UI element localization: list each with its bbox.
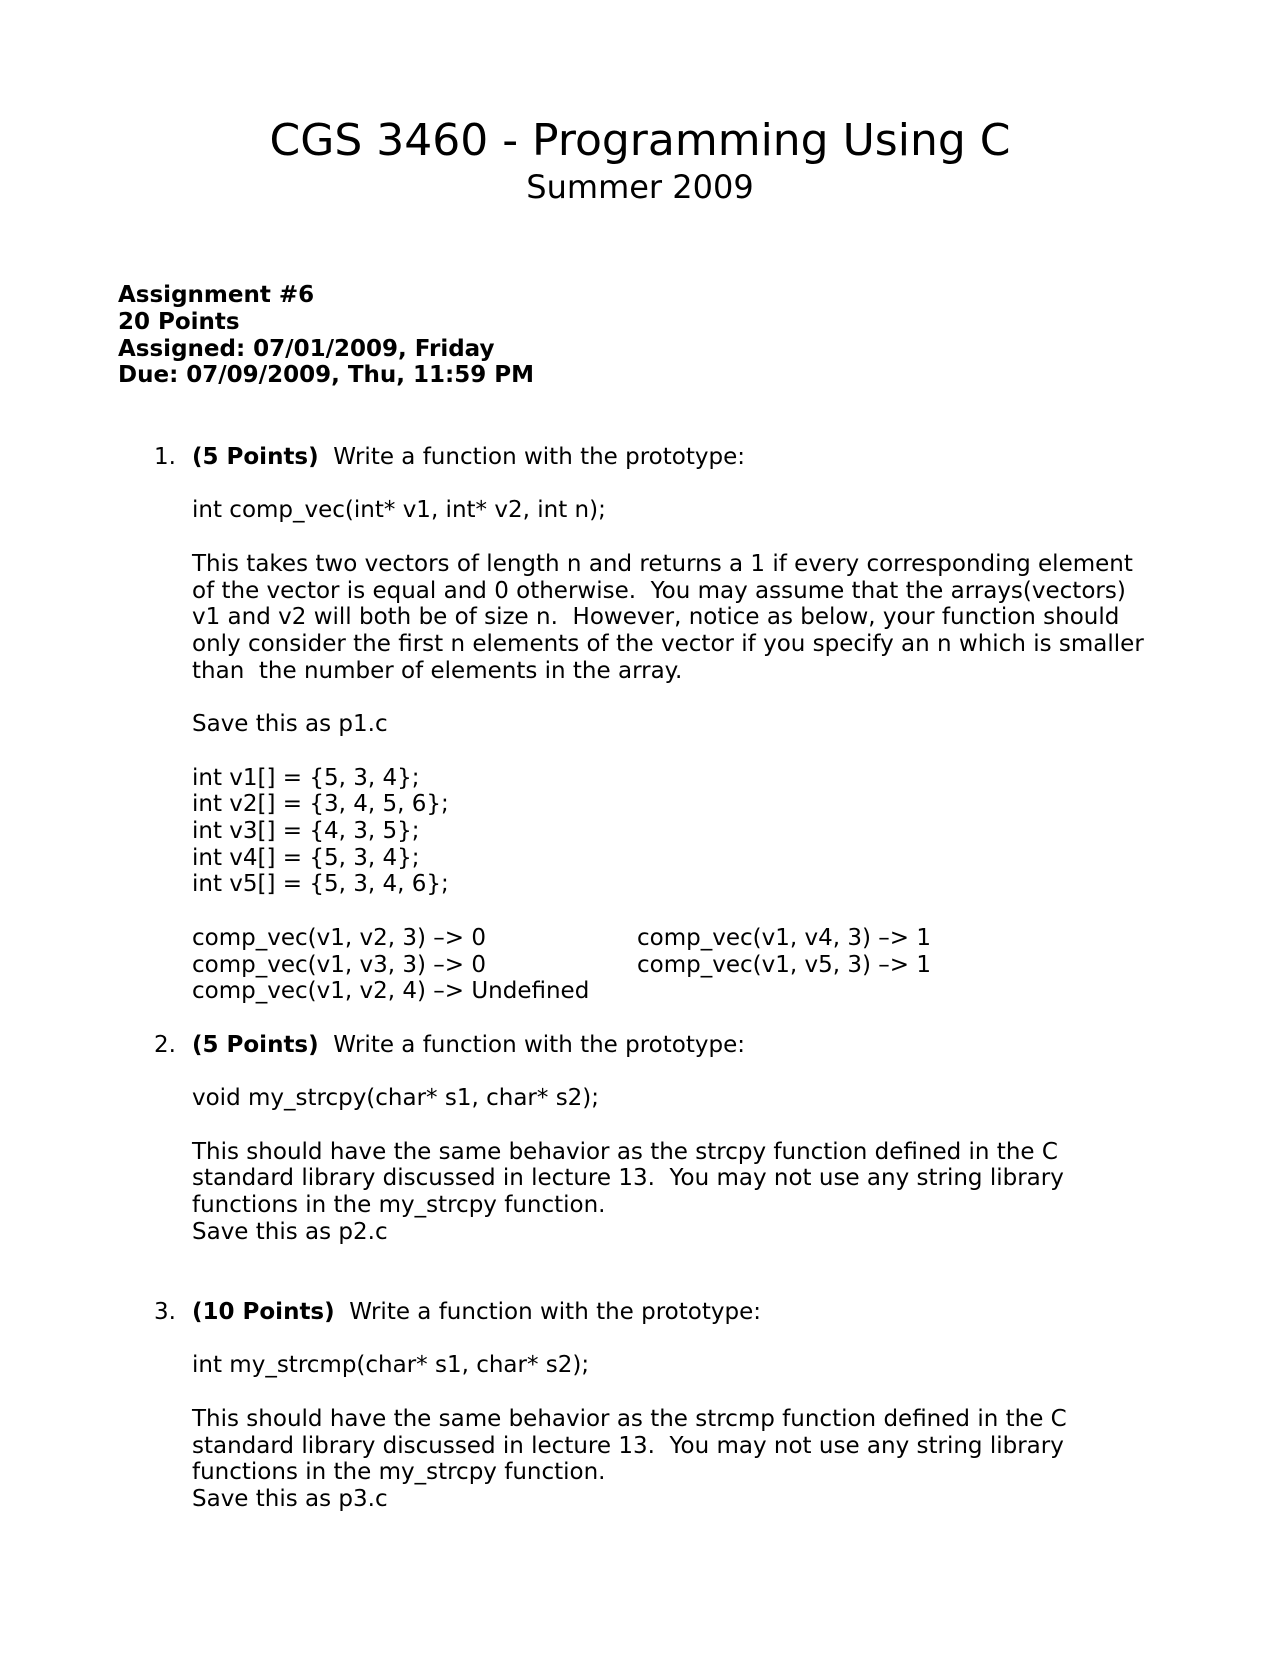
assignment-assigned-date: Assigned: 07/01/2009, Friday xyxy=(118,336,495,362)
problem-2-intro: Write a function with the prototype: xyxy=(333,1032,745,1058)
problem-1-example: comp_vec(v1, v5, 3) –> 1 xyxy=(637,952,931,978)
problem-3-number: 3. xyxy=(154,1299,176,1325)
problem-1-example: comp_vec(v1, v2, 3) –> 0 xyxy=(192,925,486,951)
problem-2-prototype: void my_strcpy(char* s1, char* s2); xyxy=(192,1085,600,1111)
assignment-name: Assignment #6 xyxy=(118,282,315,308)
assignment-due-date: Due: 07/09/2009, Thu, 11:59 PM xyxy=(118,362,534,388)
problem-2-description-line: functions in the my_strcpy function. xyxy=(192,1192,606,1218)
problem-1-prototype: int comp_vec(int* v1, int* v2, int n); xyxy=(192,497,606,523)
problem-1-example: comp_vec(v1, v2, 4) –> Undefined xyxy=(192,978,590,1004)
problem-1-code-line: int v3[] = {4, 3, 5}; xyxy=(192,818,420,844)
problem-3-description-line: functions in the my_strcpy function. xyxy=(192,1459,606,1485)
problem-3-save-note: Save this as p3.c xyxy=(192,1486,388,1512)
problem-1-intro: Write a function with the prototype: xyxy=(333,444,745,470)
problem-1-description-line: only consider the first n elements of the vector if you specify an n which is smaller xyxy=(192,631,1144,657)
problem-1-code-line: int v4[] = {5, 3, 4}; xyxy=(192,845,420,871)
problem-3-prototype: int my_strcmp(char* s1, char* s2); xyxy=(192,1352,590,1378)
problem-1-code-line: int v1[] = {5, 3, 4}; xyxy=(192,765,420,791)
problem-2-heading xyxy=(192,1032,745,1059)
problem-1-description-line: than the number of elements in the array. xyxy=(192,658,683,684)
problem-3-intro: Write a function with the prototype: xyxy=(349,1299,761,1325)
problem-1-save-note: Save this as p1.c xyxy=(192,711,388,737)
problem-1-description-line: of the vector is equal and 0 otherwise. You may assume that the arrays(vectors) xyxy=(192,578,1126,604)
problem-1-code-line: int v5[] = {5, 3, 4, 6}; xyxy=(192,871,449,897)
problem-1-heading xyxy=(192,444,745,471)
page-subtitle: Summer 2009 xyxy=(526,168,754,206)
problem-1-example: comp_vec(v1, v3, 3) –> 0 xyxy=(192,952,486,978)
page-title: CGS 3460 - Programming Using C xyxy=(269,115,1011,166)
problem-2-number: 2. xyxy=(154,1032,176,1058)
problem-3-heading xyxy=(192,1299,761,1326)
problem-2-save-note: Save this as p2.c xyxy=(192,1219,388,1245)
problem-1-example: comp_vec(v1, v4, 3) –> 1 xyxy=(637,925,931,951)
problem-3-description-line: standard library discussed in lecture 13. You may not use any string library xyxy=(192,1433,1064,1459)
problem-3-description-line: This should have the same behavior as the strcmp function defined in the C xyxy=(192,1406,1067,1432)
problem-1-description-line: This takes two vectors of length n and returns a 1 if every corresponding element xyxy=(192,551,1133,577)
problem-3-points: (10 Points) xyxy=(192,1299,335,1325)
problem-2-description-line: This should have the same behavior as the strcpy function defined in the C xyxy=(192,1139,1058,1165)
problem-1-number: 1. xyxy=(154,444,176,470)
problem-1-description-line: v1 and v2 will both be of size n. However, notice as below, your function should xyxy=(192,604,1120,630)
problem-1-code-line: int v2[] = {3, 4, 5, 6}; xyxy=(192,791,449,817)
problem-2-points: (5 Points) xyxy=(192,1032,319,1058)
assignment-points: 20 Points xyxy=(118,309,240,335)
problem-2-description-line: standard library discussed in lecture 13. You may not use any string library xyxy=(192,1165,1064,1191)
problem-1-points: (5 Points) xyxy=(192,444,319,470)
